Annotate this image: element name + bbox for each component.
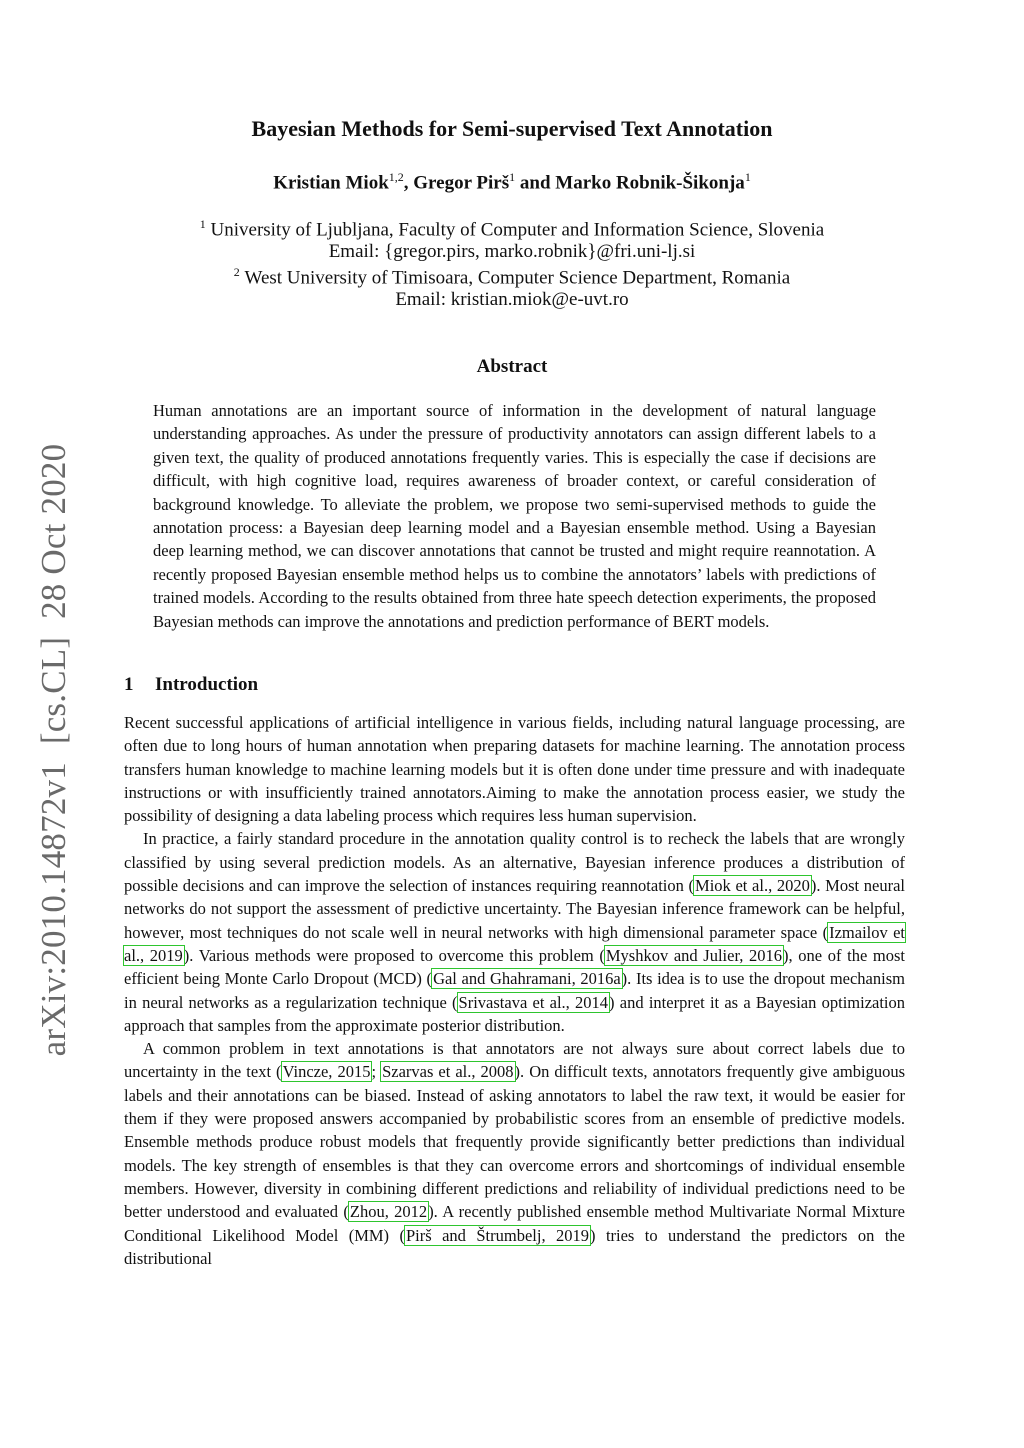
paragraph-text: In practice, a fairly standard procedure in the annotation quality control is to recheck the labels that are wrongly classified by using several prediction models. As an alternative, Bayesian inference produces a distribution of possible decisions and can improve the selection of instances requiring reannotation ( xyxy=(124,829,905,896)
paragraph-text: ; xyxy=(371,1062,382,1082)
affiliation-text: University of Ljubljana, Faculty of Computer and Information Science, Slovenia xyxy=(210,219,825,241)
section-title: Introduction xyxy=(155,674,259,695)
affiliation-mark: 1 xyxy=(199,217,206,231)
author-list xyxy=(0,170,1024,194)
paragraph-text: ) and interpret it as a Bayesian optimization approach that samples from the approximate posterior distribution. xyxy=(124,992,906,1035)
affiliation-email xyxy=(0,289,1024,311)
citation-link[interactable]: Srivastava et al., 2014 xyxy=(458,992,609,1012)
affiliation-mark: 2 xyxy=(233,265,240,279)
paragraph: Recent successful applications of artificial intelligence in various fields, including natural language processing, are often due to long hours of human annotation when preparing datasets for machine learning. The annotation process transfers human knowledge to machine learning models but it is often done under time pressure and with inadequate instructions or with insufficiently trained annotators.Aiming to make the annotation process easier, we study the possibility of designing a data labeling process which requires less human supervision. xyxy=(124,713,905,826)
affiliation-text: West University of Timisoara, Computer Science Department, Romania xyxy=(244,267,791,289)
citation-link[interactable]: Vincze, 2015 xyxy=(282,1062,371,1082)
author-name: Gregor Pirš xyxy=(413,172,510,194)
affiliation-line xyxy=(0,265,1024,289)
paragraph-text: ). Most neural networks do not support the assessment of predictive uncertainty. The Bayesian inference framework can be helpful, however, most techniques do not scale well in neural networks with high dimensional parameter space ( xyxy=(124,876,906,942)
paragraph-text: ), one of the most efficient being Monte Carlo Dropout (MCD) ( xyxy=(124,945,905,989)
paragraph xyxy=(124,1037,905,1270)
affiliation-email xyxy=(0,241,1024,263)
paragraph-text: ). Its idea is to use the dropout mechanism in neural networks as a regularization technique ( xyxy=(124,969,905,1012)
author-affiliation-mark: 1 xyxy=(744,170,751,184)
citation-link[interactable]: Miok et al., 2020 xyxy=(695,876,810,896)
author-name: Marko Robnik-Šikonja xyxy=(555,172,745,194)
paragraph-text: ). On difficult texts, annotators frequently give ambiguous labels and their annotations can be biased. Instead of asking annotators to label the raw text, it would be easier for them if they were proposed answers accompanied by probabilistic scores from an ensemble of predictive models. Ensemble methods produce robust models that frequently provide significantly better predictions than individual models. The key strength of ensembles is that they can overcome errors and shortcomings of individual ensemble members. However, diversity in combining different predictions and reliability of individual predictions need to be better understood and evaluated ( xyxy=(124,1062,906,1222)
author-separator: and xyxy=(515,172,556,194)
paper-title: Bayesian Methods for Semi-supervised Text Annotation xyxy=(251,116,773,141)
arxiv-identifier-stamp xyxy=(34,444,74,1057)
paragraph-text: ) tries to understand the predictors on the distributional xyxy=(124,1225,905,1268)
introduction-body xyxy=(124,711,905,1270)
author-name: Kristian Miok xyxy=(273,172,389,194)
section-number: 1 xyxy=(124,674,134,695)
paragraph xyxy=(124,827,905,1037)
arxiv-category: [cs.CL] xyxy=(34,636,73,745)
arxiv-id: arXiv:2010.14872v1 xyxy=(34,762,73,1057)
author-affiliation-mark: 1,2 xyxy=(388,170,404,184)
abstract-text: Human annotations are an important source of information in the development of natural language understanding approaches. As under the pressure of productivity annotators can assign different labels to a given text, the quality of produced annotations frequently varies. This is especially the case if decisions are difficult, with high cognitive load, requires awareness of broader context, or careful consideration of background knowledge. To alleviate the problem, we propose two semi-supervised methods to guide the annotation process: a Bayesian deep learning model and a Bayesian ensemble method. Using a Bayesian deep learning method, we can discover annotations that cannot be trusted and might require reannotation. A recently proposed Bayesian ensemble method helps us to combine the annotators’ labels with predictions of trained models. According to the results obtained from three hate speech detection experiments, the proposed Bayesian methods can improve the annotations and prediction performance of BERT models. xyxy=(153,401,876,631)
citation-link[interactable]: Gal and Ghahramani, 2016a xyxy=(433,969,621,989)
citation-link[interactable]: Myshkov and Julier, 2016 xyxy=(605,945,783,965)
arxiv-date: 28 Oct 2020 xyxy=(34,443,73,619)
affiliation-line xyxy=(0,217,1024,241)
abstract-heading: Abstract xyxy=(476,356,548,377)
affiliation-text: Email: kristian.miok@e-uvt.ro xyxy=(395,289,629,310)
citation-link[interactable]: Szarvas et al., 2008 xyxy=(382,1062,514,1082)
paragraph-text: ). Various methods were proposed to overcome this problem ( xyxy=(183,945,605,965)
citation-link[interactable]: Izmailov et al., 2019 xyxy=(124,922,905,965)
section-heading xyxy=(124,674,258,696)
paragraph-text: ). A recently published ensemble method Multivariate Normal Mixture Conditional Likelihood Model (MM) ( xyxy=(124,1202,905,1245)
author-affiliation-mark: 1 xyxy=(509,170,516,184)
affiliation-text: Email: {gregor.pirs, marko.robnik}@fri.uni-lj.si xyxy=(328,241,696,262)
paragraph-text: A common problem in text annotations is that annotators are not always sure about correct labels due to uncertainty in the text ( xyxy=(124,1039,905,1082)
author-separator: , xyxy=(403,172,414,194)
citation-link[interactable]: Zhou, 2012 xyxy=(349,1202,428,1222)
citation-link[interactable]: Pirš and Štrumbelj, 2019 xyxy=(405,1225,590,1245)
